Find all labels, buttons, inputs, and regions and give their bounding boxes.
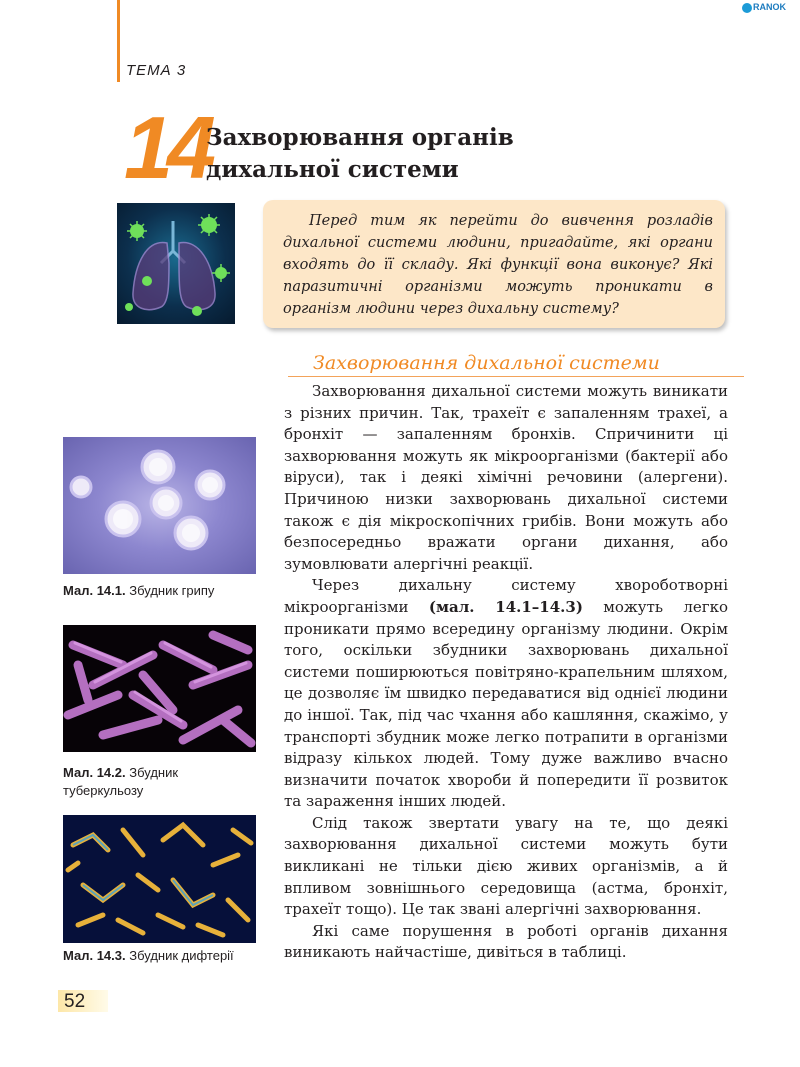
paragraph-1: Захворювання дихальної системи можуть виникати з різних причин. Так, трахеїт є запаленням трахеї, а бронхіт — запаленням бронхів. Спричинити ці захворювання можуть як мікроорганізми (бактерії або віруси), так і деякі хімічні речовини (алергени). Причиною низки захворювань дихальної системи також є дія мікроскопічних грибів. Вони можуть або безпосередньо вражати органи дихання, або зумовлювати алергічні реакції. <box>284 382 728 573</box>
paragraph-3: Слід також звертати увагу на те, що деякі захворювання дихальної системи можуть бути викликані не тільки дією живих організмів, а й впливом зовнішнього середовища (астма, бронхіт, трахеїт тощо). Це так звані алергічні захворювання. <box>284 813 728 919</box>
chapter-title-line-1: Захворювання органів <box>206 124 514 151</box>
chapter-number: 14 <box>124 98 210 197</box>
publisher-logo-text: RANOK <box>753 2 786 12</box>
figure-1-caption: Мал. 14.1. Збудник грипу <box>63 583 215 598</box>
influenza-virus-image <box>63 437 256 574</box>
theme-label: ТЕМА 3 <box>126 62 187 79</box>
chapter-title <box>206 122 566 186</box>
body-text <box>284 381 728 964</box>
paragraph-2: Через дихальну систему хвороботворні мікроорганізми (мал. 14.1–14.3) можуть легко проникати прямо всередину організму людини. Окрім того, оскільки збудники захворювань дихальної системи поширюються повітряно-крапельним шляхом, це дозволяє їм швидко передаватися від однієї людини до іншої. Так, під час чхання або кашляння, скажімо, у транспорті збудник може легко потрапити в організми відразу кількох людей. Тому дуже важливо вчасно визначити початок хвороби й попередити її розвиток та зараження інших людей. <box>284 576 729 811</box>
section-heading: Захворювання дихальної системи <box>313 352 660 374</box>
theme-accent-bar <box>117 0 120 82</box>
intro-question-text: Перед тим як перейти до вивчення розладів дихальної системи людини, пригадайте, які органи входять до її складу. Які функції вона виконує? Які паразитичні організми можуть проникати в організм людини через дихальну систему? <box>283 213 713 317</box>
section-heading-underline <box>288 376 744 377</box>
chapter-title-line-2: дихальної системи <box>206 156 459 183</box>
figure-2-caption: Мал. 14.2. Збудник туберкульозу <box>63 765 179 798</box>
publisher-logo <box>742 2 786 13</box>
publisher-logo-icon <box>742 3 752 13</box>
diphtheria-bacteria-image <box>63 815 256 943</box>
paragraph-4: Які саме порушення в роботі органів дихання виникають найчастіше, дивіться в таблиці. <box>284 921 728 962</box>
lungs-virus-illustration <box>117 203 235 324</box>
figure-3-caption: Мал. 14.3. Збудник дифтерії <box>63 948 234 963</box>
figure-reference: (мал. 14.1–14.3) <box>428 597 583 616</box>
tuberculosis-bacteria-image <box>63 625 256 752</box>
page-number: 52 <box>64 991 86 1012</box>
